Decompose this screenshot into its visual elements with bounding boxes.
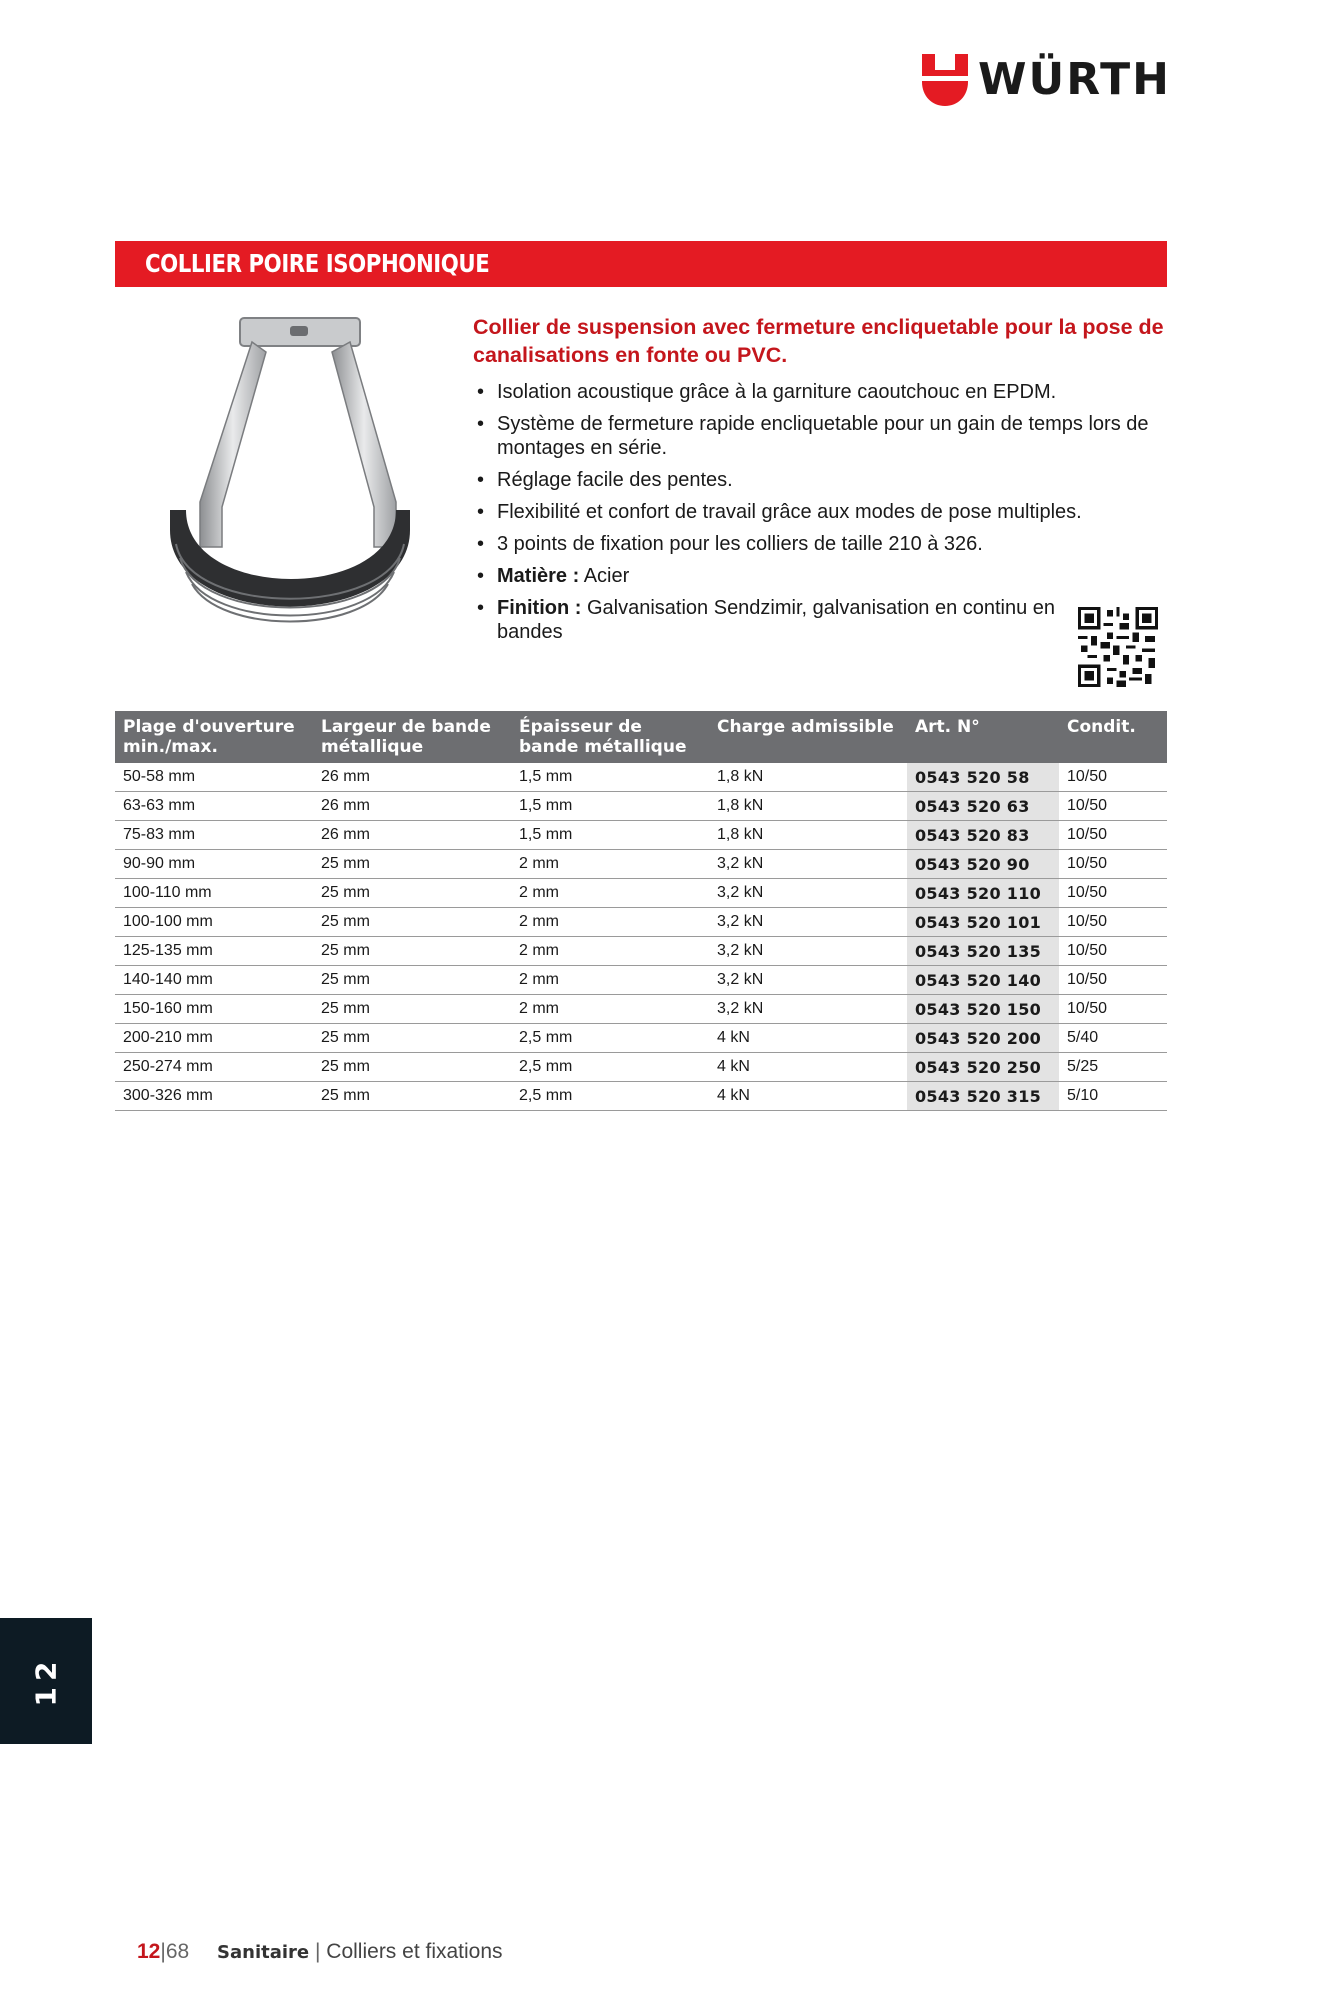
col-header: Charge admissible [709, 711, 907, 763]
table-cell: 50-58 mm [115, 763, 313, 792]
article-number-cell: 0543 520 83 [907, 821, 1059, 850]
footer-separator: | [160, 1940, 166, 1963]
col-header: Largeur de bande métallique [313, 711, 511, 763]
chapter-tab[interactable] [0, 1618, 92, 1744]
table-cell: 4 kN [709, 1082, 907, 1111]
wurth-shield-icon [922, 54, 968, 106]
table-row [115, 937, 1167, 966]
footer-section: Sanitaire [217, 1942, 310, 1963]
spec-table-header [115, 711, 1167, 763]
article-number-cell: 0543 520 200 [907, 1024, 1059, 1053]
qr-code-icon[interactable] [1078, 607, 1158, 687]
article-number-cell: 0543 520 110 [907, 879, 1059, 908]
table-cell: 300-326 mm [115, 1082, 313, 1111]
article-number-cell: 0543 520 101 [907, 908, 1059, 937]
table-cell: 2 mm [511, 966, 709, 995]
table-cell: 25 mm [313, 879, 511, 908]
table-cell: 3,2 kN [709, 850, 907, 879]
article-number-cell: 0543 520 90 [907, 850, 1059, 879]
table-cell: 25 mm [313, 850, 511, 879]
table-cell: 10/50 [1059, 879, 1167, 908]
table-row [115, 995, 1167, 1024]
product-lead: Collier de suspension avec fermeture encliquetable pour la pose de canalisations en fonte ou PVC. [473, 315, 1164, 367]
feature-label: Matière : [497, 565, 580, 587]
table-cell: 1,5 mm [511, 792, 709, 821]
table-cell: 3,2 kN [709, 995, 907, 1024]
table-cell: 75-83 mm [115, 821, 313, 850]
table-cell: 3,2 kN [709, 908, 907, 937]
table-row [115, 1024, 1167, 1053]
table-cell: 2 mm [511, 850, 709, 879]
table-cell: 2 mm [511, 995, 709, 1024]
table-cell: 3,2 kN [709, 879, 907, 908]
footer-chapter: 12 [137, 1940, 161, 1963]
table-cell: 4 kN [709, 1024, 907, 1053]
feature-item: • 3 points de fixation pour les colliers de taille 210 à 326. [473, 532, 1173, 556]
table-row [115, 1053, 1167, 1082]
table-cell: 3,2 kN [709, 937, 907, 966]
table-cell: 10/50 [1059, 763, 1167, 792]
article-number-cell: 0543 520 63 [907, 792, 1059, 821]
table-cell: 250-274 mm [115, 1053, 313, 1082]
table-cell: 2 mm [511, 937, 709, 966]
table-row [115, 1082, 1167, 1111]
table-cell: 25 mm [313, 1082, 511, 1111]
table-cell: 10/50 [1059, 966, 1167, 995]
table-cell: 1,8 kN [709, 792, 907, 821]
table-cell: 25 mm [313, 995, 511, 1024]
col-header: Art. N° [907, 711, 1059, 763]
feature-item: • Réglage facile des pentes. [473, 468, 1173, 492]
table-cell: 100-100 mm [115, 908, 313, 937]
table-cell: 1,5 mm [511, 763, 709, 792]
feature-item: • Système de fermeture rapide encliquetable pour un gain de temps lors de montages en série. [473, 412, 1173, 460]
feature-list [473, 380, 1173, 652]
article-number-cell: 0543 520 135 [907, 937, 1059, 966]
table-row [115, 763, 1167, 792]
spec-table [115, 711, 1167, 1111]
table-cell: 63-63 mm [115, 792, 313, 821]
pipe-hanger-image [160, 312, 420, 652]
table-cell: 1,5 mm [511, 821, 709, 850]
table-cell: 10/50 [1059, 937, 1167, 966]
article-number-cell: 0543 520 250 [907, 1053, 1059, 1082]
table-cell: 26 mm [313, 792, 511, 821]
table-cell: 125-135 mm [115, 937, 313, 966]
table-cell: 140-140 mm [115, 966, 313, 995]
table-cell: 10/50 [1059, 792, 1167, 821]
table-cell: 5/25 [1059, 1053, 1167, 1082]
brand-name: WÜRTH [978, 54, 1172, 105]
table-cell: 5/10 [1059, 1082, 1167, 1111]
feature-finish: • Finition : Galvanisation Sendzimir, galvanisation en continu en bandes [473, 596, 1057, 644]
chapter-tab-number: 12 [29, 1655, 63, 1707]
table-row [115, 850, 1167, 879]
table-cell: 5/40 [1059, 1024, 1167, 1053]
table-cell: 25 mm [313, 1053, 511, 1082]
table-row [115, 908, 1167, 937]
table-cell: 10/50 [1059, 995, 1167, 1024]
col-header: Plage d'ouverture min./max. [115, 711, 313, 763]
table-cell: 1,8 kN [709, 821, 907, 850]
table-cell: 26 mm [313, 821, 511, 850]
feature-label: Finition : [497, 597, 582, 619]
feature-item: • Flexibilité et confort de travail grâce aux modes de pose multiples. [473, 500, 1173, 524]
footer-subsection: Colliers et fixations [326, 1940, 503, 1963]
table-cell: 90-90 mm [115, 850, 313, 879]
wurth-logo [922, 52, 1171, 108]
table-cell: 10/50 [1059, 908, 1167, 937]
col-header: Condit. [1059, 711, 1167, 763]
table-cell: 2,5 mm [511, 1082, 709, 1111]
table-cell: 1,8 kN [709, 763, 907, 792]
table-cell: 25 mm [313, 966, 511, 995]
article-number-cell: 0543 520 140 [907, 966, 1059, 995]
table-cell: 2,5 mm [511, 1053, 709, 1082]
title-banner [115, 241, 1167, 287]
table-cell: 200-210 mm [115, 1024, 313, 1053]
table-cell: 10/50 [1059, 850, 1167, 879]
footer-section-separator: | [314, 1940, 321, 1963]
table-cell: 2 mm [511, 908, 709, 937]
table-row [115, 821, 1167, 850]
table-cell: 2,5 mm [511, 1024, 709, 1053]
table-row [115, 966, 1167, 995]
table-cell: 3,2 kN [709, 966, 907, 995]
table-cell: 2 mm [511, 879, 709, 908]
feature-material: • Matière : Acier [473, 564, 1173, 588]
table-cell: 4 kN [709, 1053, 907, 1082]
table-cell: 150-160 mm [115, 995, 313, 1024]
table-cell: 25 mm [313, 1024, 511, 1053]
col-header: Épaisseur de bande métallique [511, 711, 709, 763]
article-number-cell: 0543 520 58 [907, 763, 1059, 792]
table-row [115, 792, 1167, 821]
spec-table-body [115, 763, 1167, 1111]
footer-page-number: 68 [165, 1940, 190, 1963]
page-footer [137, 1940, 503, 1964]
header-row [115, 711, 1167, 763]
table-cell: 26 mm [313, 763, 511, 792]
article-number-cell: 0543 520 150 [907, 995, 1059, 1024]
table-cell: 25 mm [313, 908, 511, 937]
table-cell: 10/50 [1059, 821, 1167, 850]
article-number-cell: 0543 520 315 [907, 1082, 1059, 1111]
table-cell: 25 mm [313, 937, 511, 966]
product-title: COLLIER POIRE ISOPHONIQUE [145, 249, 490, 278]
feature-item: • Isolation acoustique grâce à la garniture caoutchouc en EPDM. [473, 380, 1173, 404]
table-cell: 100-110 mm [115, 879, 313, 908]
table-row [115, 879, 1167, 908]
